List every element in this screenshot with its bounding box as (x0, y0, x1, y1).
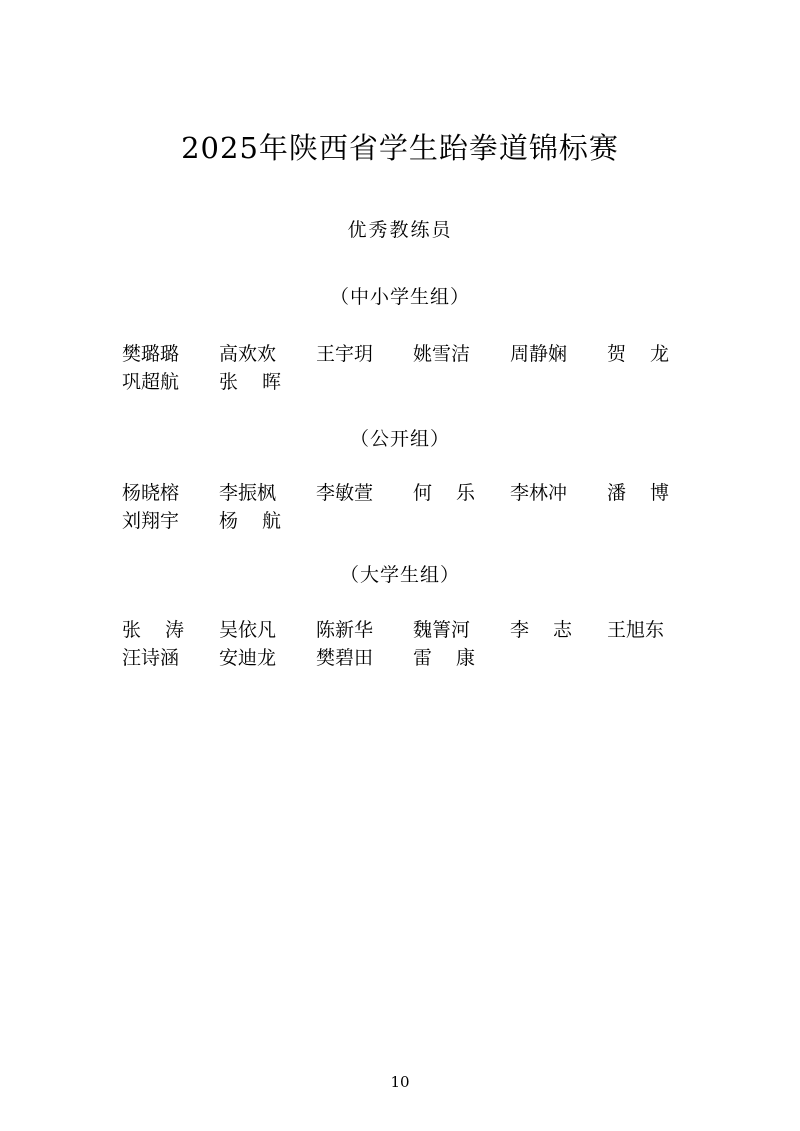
group-title-university: （大学生组） (339, 564, 460, 586)
coach-name: 张 涛 (122, 619, 184, 641)
coach-name: 贺 龙 (607, 343, 669, 365)
name-row (122, 616, 682, 644)
name-row (122, 479, 682, 507)
page-number: 10 (390, 1073, 410, 1091)
name-row (122, 340, 682, 368)
coach-name: 樊璐璐 (122, 343, 180, 365)
coach-name: 杨晓榕 (122, 482, 180, 504)
coach-name: 巩超航 (122, 371, 180, 393)
coach-name: 安迪龙 (219, 647, 277, 669)
coach-name: 潘 博 (607, 482, 669, 504)
group-title-primary-secondary: （中小学生组） (329, 286, 470, 308)
coach-name: 张 晖 (219, 371, 281, 393)
coach-name: 王宇玥 (316, 343, 374, 365)
coach-name: 李 志 (510, 619, 572, 641)
names-list-open (122, 479, 682, 535)
coach-name: 李敏萱 (316, 482, 374, 504)
coach-name: 高欢欢 (219, 343, 277, 365)
coach-name: 何 乐 (413, 482, 475, 504)
coach-name: 刘翔宇 (122, 510, 180, 532)
coach-name: 姚雪洁 (413, 343, 471, 365)
award-category-title: 优秀教练员 (347, 219, 453, 241)
coach-name: 王旭东 (607, 619, 665, 641)
name-row (122, 368, 682, 396)
coach-name: 魏箐河 (413, 619, 471, 641)
coach-name: 杨 航 (219, 510, 281, 532)
document-title: 2025年陕西省学生跆拳道锦标赛 (181, 131, 619, 165)
coach-name: 李林冲 (510, 482, 568, 504)
coach-name: 吴依凡 (219, 619, 277, 641)
coach-name: 汪诗涵 (122, 647, 180, 669)
names-list-primary-secondary (122, 340, 682, 396)
coach-name: 雷 康 (413, 647, 475, 669)
coach-name: 陈新华 (316, 619, 374, 641)
coach-name: 樊碧田 (316, 647, 374, 669)
coach-name: 李振枫 (219, 482, 277, 504)
name-row (122, 507, 682, 535)
name-row (122, 644, 682, 672)
group-title-open: （公开组） (349, 428, 450, 450)
coach-name: 周静娴 (510, 343, 568, 365)
names-list-university (122, 616, 682, 672)
